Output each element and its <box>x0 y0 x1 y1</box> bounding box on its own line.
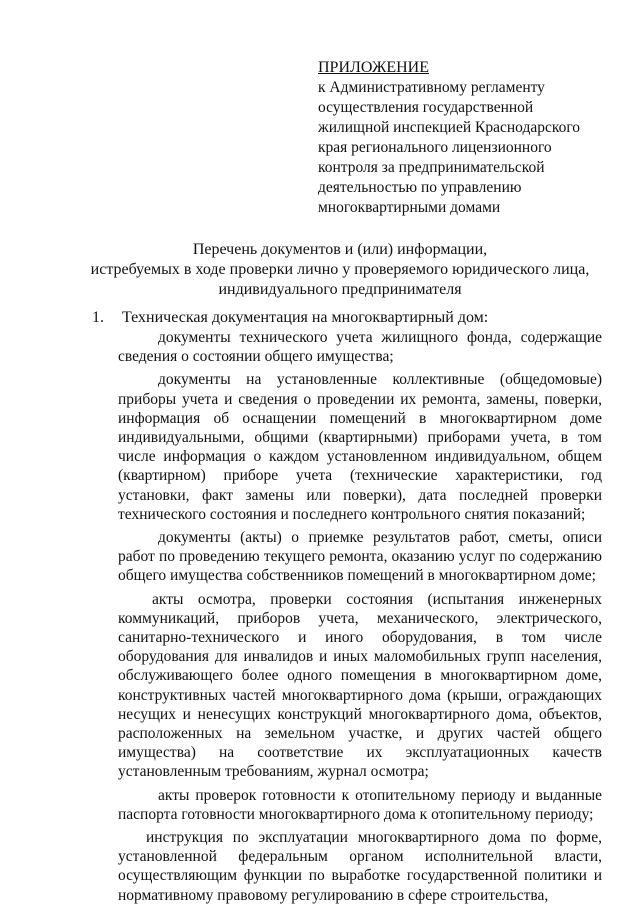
paragraph: документы на установленные коллективные (общедомовые) приборы учета и сведения о проведении их ремонта, замены, поверки, информация об оснащении помещений в многоквартирном доме индивидуальными, общими (квартирными) приборами учета, в том числе информация о каждом установленном индивидуальном, общем (квартирном) приборе учета (технические характеристики, год установки, факт замены или поверки), дата последней проверки технического состояния и последнего контрольного снятия показаний; <box>118 371 602 523</box>
appendix-line: к Административному регламенту <box>318 79 545 96</box>
title-line: индивидуального предпринимателя <box>218 281 462 298</box>
appendix-block <box>318 58 618 218</box>
paragraph: инструкция по эксплуатации многоквартирного дома по форме, установленной федеральным органом исполнительной власти, осуществляющим функции по выработке государственной политики и нормативному правовому регулированию в сфере строительства, <box>118 829 602 904</box>
appendix-line: деятельностью по управлению <box>318 179 522 196</box>
paragraph: акты осмотра, проверки состояния (испытания инженерных коммуникаций, приборов учета, механического, электрического, санитарно-технического и иного оборудования, в том числе оборудования для инвалидов и иных маломобильных групп населения, обслуживающего более одного помещения в многоквартирном доме, конструктивных частей многоквартирного дома (крыши, ограждающих несущих и ненесущих конструкций многоквартирного дома, объектов, расположенных на земельном участке, и других частей общего имущества) на соответствие их эксплуатационных качеств установленным требованиям, журнал осмотра; <box>118 590 602 781</box>
appendix-heading: ПРИЛОЖЕНИЕ <box>318 59 430 76</box>
appendix-line: осуществления государственной <box>318 99 534 116</box>
section-heading-text: Техническая документация на многоквартирный дом: <box>122 309 489 326</box>
appendix-line: жилищной инспекцией Краснодарского <box>318 119 581 136</box>
title-line: истребуемых в ходе проверки лично у проверяемого юридического лица, <box>90 261 590 278</box>
appendix-line: многоквартирными домами <box>318 199 501 216</box>
paragraph: акты проверок готовности к отопительному периоду и выданные паспорта готовности многоквартирного дома к отопительному периоду; <box>118 786 602 823</box>
section-number: 1. <box>92 309 104 326</box>
section-heading <box>92 308 488 328</box>
appendix-line: края регионального лицензионного <box>318 139 552 156</box>
appendix-line: контроля за предпринимательской <box>318 159 545 176</box>
paragraph: документы технического учета жилищного фонда, содержащие сведения о состоянии общего имущества; <box>118 329 602 366</box>
title-line: Перечень документов и (или) информации, <box>192 241 488 258</box>
document-title <box>60 240 620 300</box>
paragraph: документы (акты) о приемке результатов работ, сметы, описи работ по проведению текущего ремонта, оказанию услуг по содержанию общего имущества собственников помещений в многоквартирном доме; <box>118 529 602 585</box>
section-body <box>118 328 602 909</box>
